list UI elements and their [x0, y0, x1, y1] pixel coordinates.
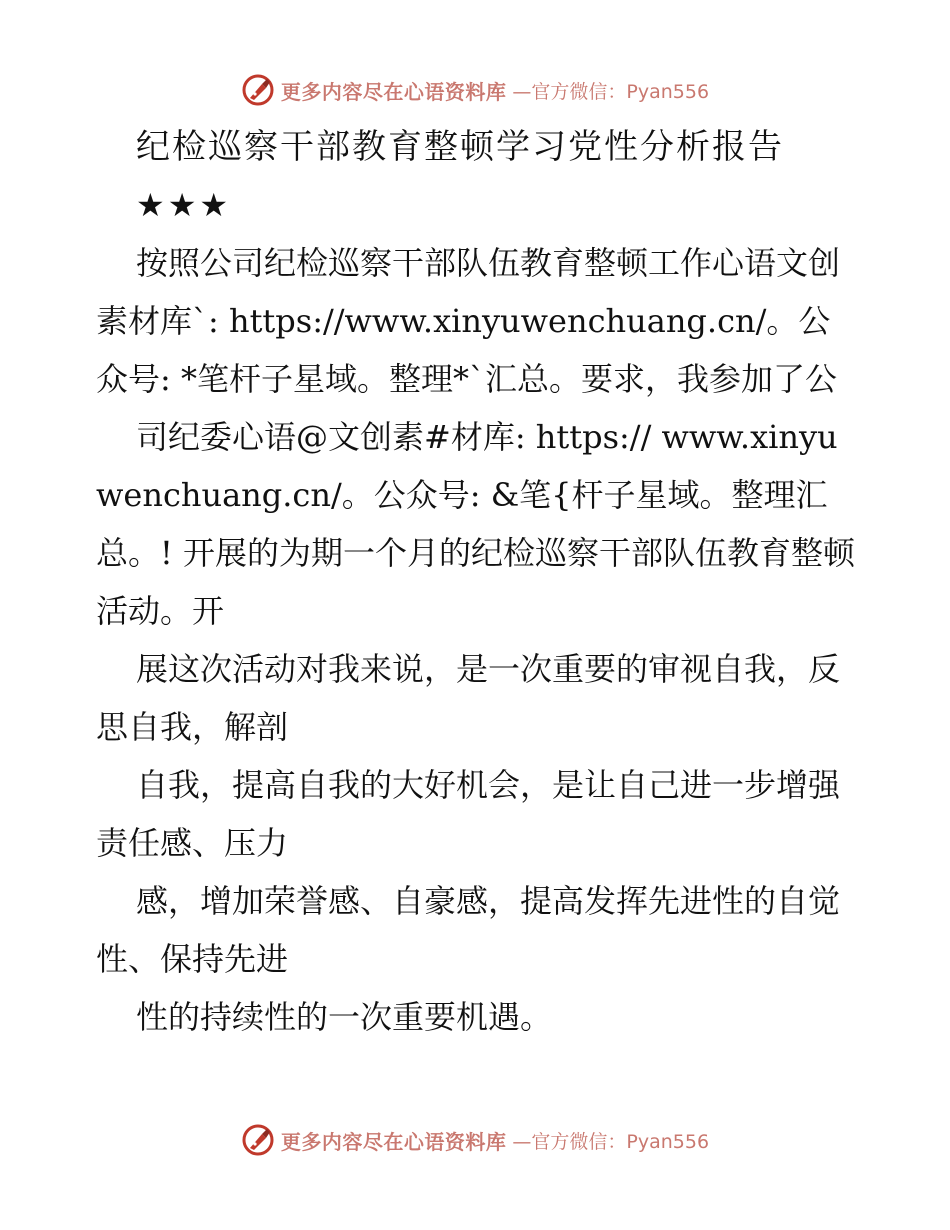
document-title: 纪检巡察干部教育整顿学习党性分析报告	[136, 127, 784, 167]
paragraph: 性的持续性的一次重要机遇。	[136, 998, 553, 1036]
header-banner	[0, 70, 950, 110]
star-rating: ★★★	[136, 186, 232, 224]
banner-wechat-text: —官方微信：Pyan556	[512, 1130, 710, 1153]
document-body	[96, 118, 856, 1046]
paragraph: 自我，提高自我的大好机会，是让自己进一步增强责任感、压力	[96, 766, 841, 862]
paragraph: 按照公司纪检巡察干部队伍教育整顿工作心语文创素材库`: https://www.xinyuwenchuang.cn/。公众号: *笔杆子星域。整理*`汇总。要求，我参加了公	[96, 244, 841, 398]
paragraph: 司纪委心语@文创素#材库: https:// www.xinyuwenchuang.cn/。公众号: &笔{杆子星域。整理汇总。! 开展的为期一个月的纪检巡察干部队伍教育整顿活动。开	[96, 418, 856, 630]
banner-wechat-text: —官方微信：Pyan556	[512, 80, 710, 103]
paragraph: 展这次活动对我来说，是一次重要的审视自我，反思自我，解剖	[96, 650, 841, 746]
paragraph: 感，增加荣誉感、自豪感，提高发挥先进性的自觉性、保持先进	[96, 882, 841, 978]
pen-nib-logo-icon	[241, 73, 275, 107]
banner-main-text: 更多内容尽在心语资料库	[280, 1129, 507, 1154]
banner-main-text: 更多内容尽在心语资料库	[280, 79, 507, 104]
footer-banner	[0, 1120, 950, 1160]
pen-nib-logo-icon	[241, 1123, 275, 1157]
